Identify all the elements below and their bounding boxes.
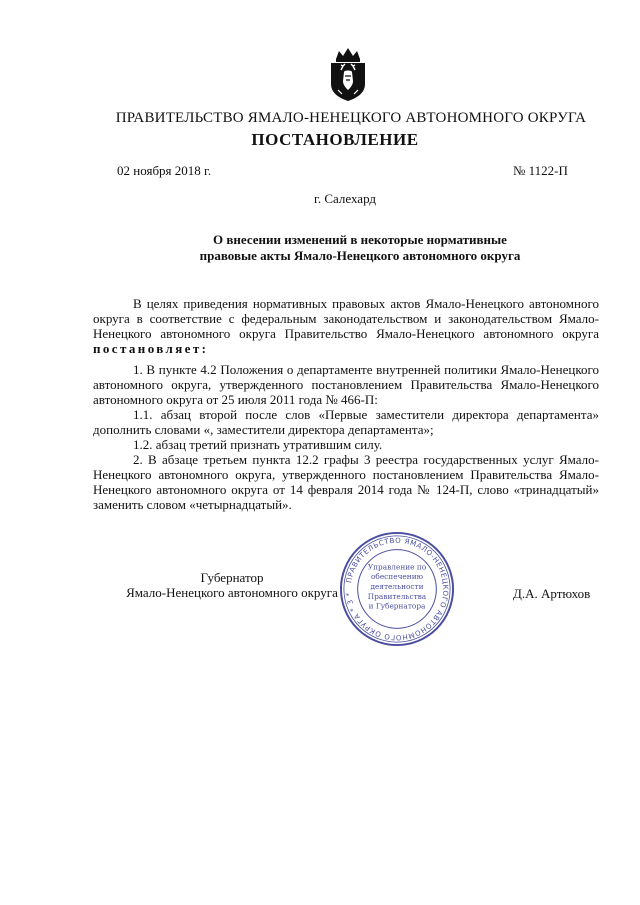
title-line-2: правовые акты Ямало-Ненецкого автономного округа bbox=[199, 248, 521, 263]
title-line-1: О внесении изменений в некоторые нормативные bbox=[213, 232, 507, 247]
document-title bbox=[150, 232, 570, 264]
item-1-1: 1.1. абзац второй после слов «Первые заместители директора департамента» дополнить словами «, заместители директора департамента»; bbox=[93, 407, 599, 437]
svg-text:ПРАВИТЕЛЬСТВО ЯМАЛО-НЕНЕЦКОГО: ПРАВИТЕЛЬСТВО ЯМАЛО-НЕНЕЦКОГО АВТОНОМНОГО ОКРУГА * 3 * bbox=[343, 535, 451, 643]
svg-text:обеспечению: обеспечению bbox=[370, 572, 424, 582]
resolves-word: постановляет: bbox=[93, 341, 209, 356]
coat-of-arms-icon bbox=[326, 46, 370, 102]
item-2: 2. В абзаце третьем пункта 12.2 графы 3 реестра государственных услуг Ямало-Ненецкого автономного округа, утвержденного постановлением Правительства Ямало-Ненецкого автономного округа от 14 февраля 2014 года № 124-П, слово «тринадцатый» заменить словом «четырнадцатый». bbox=[93, 452, 599, 512]
signer-title-line-1: Губернатор bbox=[200, 570, 264, 585]
preamble-text: В целях приведения нормативных правовых актов Ямало-Ненецкого автономного округа в соответствие с федеральным законодательством и законодательством Ямало-Ненецкого автономного округа Правительство Ямало-Ненецкого автономного округа bbox=[93, 296, 599, 341]
preamble-paragraph bbox=[93, 296, 599, 356]
document-date: 02 ноября 2018 г. bbox=[117, 163, 212, 178]
government-name: ПРАВИТЕЛЬСТВО ЯМАЛО-НЕНЕЦКОГО АВТОНОМНОГО ОКРУГА bbox=[115, 110, 587, 126]
signer-name: Д.А. Артюхов bbox=[513, 586, 591, 601]
svg-text:и Губернатора: и Губернатора bbox=[368, 601, 426, 611]
signer-title bbox=[117, 570, 347, 600]
signer-title-line-2: Ямало-Ненецкого автономного округа bbox=[126, 585, 338, 600]
document-city: г. Салехард bbox=[313, 191, 377, 206]
svg-text:деятельности: деятельности bbox=[370, 582, 424, 591]
svg-text:Правительства: Правительства bbox=[367, 591, 427, 601]
item-1: 1. В пункте 4.2 Положения о департаменте внутренней политики Ямало-Ненецкого автономного округа, утвержденного постановлением Правительства Ямало-Ненецкого автономного округа от 25 июля 2011 года № 466-П: bbox=[93, 362, 599, 407]
svg-text:Управление по: Управление по bbox=[367, 562, 427, 572]
official-stamp-icon bbox=[338, 530, 456, 648]
document-number: № 1122-П bbox=[513, 163, 568, 178]
resolution-items bbox=[93, 362, 599, 512]
item-1-2: 1.2. абзац третий признать утратившим силу. bbox=[133, 437, 383, 452]
document-type: ПОСТАНОВЛЕНИЕ bbox=[251, 130, 419, 149]
